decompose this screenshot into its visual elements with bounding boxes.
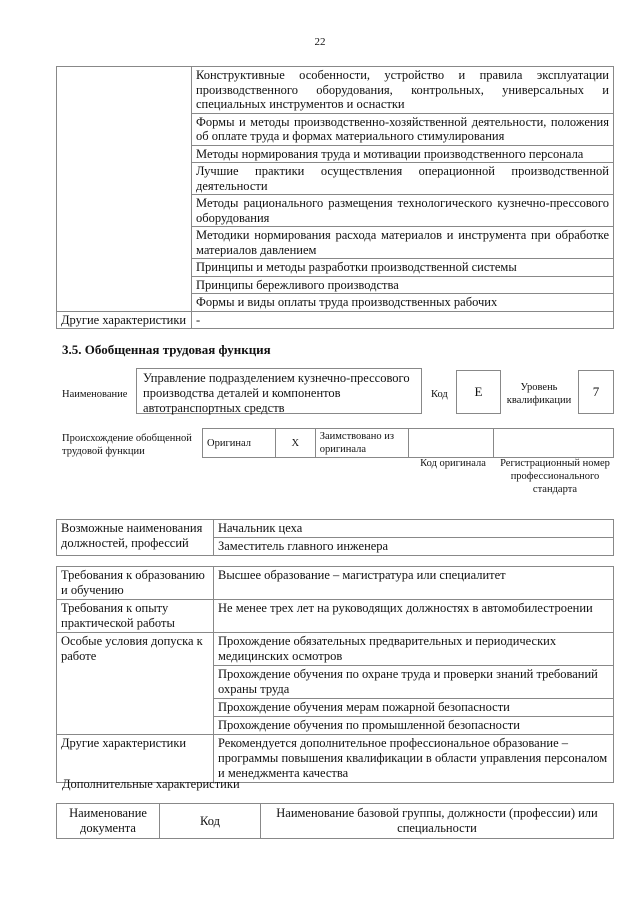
function-code-value: E xyxy=(456,370,501,414)
table-header-row xyxy=(57,804,614,839)
code-label: Код xyxy=(431,389,448,400)
qualification-level-value: 7 xyxy=(578,370,614,414)
original-label: Оригинал xyxy=(203,429,276,458)
extra-characteristics-table xyxy=(56,803,614,839)
requirement-value: Не менее трех лет на руководящих должностях в автомобилестроении xyxy=(214,600,614,633)
table-row xyxy=(57,735,614,783)
positions-label: Возможные наименования должностей, профессий xyxy=(57,520,214,556)
requirement-value: Прохождение обучения по охране труда и проверки знаний требований охраны труда xyxy=(214,666,613,699)
requirement-label: Другие характеристики xyxy=(57,735,214,783)
table-row xyxy=(57,567,614,600)
column-header: Наименование базовой группы, должности (профессии) или специальности xyxy=(261,804,614,839)
positions-table xyxy=(56,519,614,556)
knowledge-item: Методики нормирования расхода материалов и инструмента при обработке материалов давлением xyxy=(192,227,614,259)
requirement-value: Высшее образование – магистратура или специалитет xyxy=(214,567,614,600)
table-row xyxy=(57,633,614,735)
requirement-value: Прохождение обучения мерам пожарной безопасности xyxy=(214,699,613,717)
borrowed-label: Заимствовано из оригинала xyxy=(315,429,408,458)
reg-number-cell xyxy=(494,429,614,458)
knowledge-item: Формы и методы производственно-хозяйственной деятельности, положения об оплате труда и формах материального стимулирования xyxy=(192,113,614,145)
name-label: Наименование xyxy=(62,389,128,400)
table-row xyxy=(57,520,614,538)
other-characteristics-value: - xyxy=(192,311,614,329)
knowledge-table xyxy=(56,66,614,329)
other-characteristics-label: Другие характеристики xyxy=(57,311,192,329)
reg-number-label: Регистрационный номер профессионального стандарта xyxy=(500,458,610,495)
code-original-label: Код оригинала xyxy=(420,458,486,469)
requirement-value-group xyxy=(214,633,614,735)
code-original-cell xyxy=(409,429,494,458)
origin-table xyxy=(202,428,614,458)
knowledge-item: Принципы и методы разработки производственной системы xyxy=(192,259,614,277)
knowledge-item: Лучшие практики осуществления операционной производственной деятельности xyxy=(192,163,614,195)
knowledge-item: Конструктивные особенности, устройство и правила эксплуатации производственного оборудования, контрольных, универсальных и специальных инструментов и оснастки xyxy=(192,67,614,114)
table-row xyxy=(57,311,614,329)
table-cell-left xyxy=(57,67,192,312)
origin-label: Происхождение обобщенной трудовой функции xyxy=(62,433,192,457)
position-item: Начальник цеха xyxy=(214,520,614,538)
knowledge-item: Методы рационального размещения технологического кузнечно-прессового оборудования xyxy=(192,195,614,227)
knowledge-item: Методы нормирования труда и мотивации производственного персонала xyxy=(192,145,614,163)
function-name-value: Управление подразделением кузнечно-прессового производства деталей и компонентов автотранспортных средств xyxy=(136,368,422,414)
column-header: Код xyxy=(160,804,261,839)
original-mark: X xyxy=(275,429,315,458)
requirement-value: Прохождение обучения по промышленной безопасности xyxy=(218,718,520,732)
requirement-label: Требования к образованию и обучению xyxy=(57,567,214,600)
knowledge-item: Формы и виды оплаты труда производственных рабочих xyxy=(192,294,614,312)
section-title: 3.5. Обобщенная трудовая функция xyxy=(62,342,271,357)
column-header: Наименование документа xyxy=(57,804,160,839)
knowledge-item: Принципы бережливого производства xyxy=(192,276,614,294)
table-row xyxy=(57,600,614,633)
extra-characteristics-title: Дополнительные характеристики xyxy=(62,777,240,791)
requirement-label: Требования к опыту практической работы xyxy=(57,600,214,633)
qualification-level-label: Уровень квалификации xyxy=(506,382,572,406)
requirements-table xyxy=(56,566,614,783)
requirement-label: Особые условия допуска к работе xyxy=(57,633,214,735)
requirement-value: Рекомендуется дополнительное профессиональное образование – программы повышения квалификации в области управления персоналом и менеджмента качества xyxy=(214,735,614,783)
table-row xyxy=(203,429,614,458)
page-number: 22 xyxy=(314,36,326,48)
position-item: Заместитель главного инженера xyxy=(214,538,614,556)
table-row xyxy=(57,67,614,114)
requirement-value: Прохождение обязательных предварительных и периодических медицинских осмотров xyxy=(214,633,613,666)
